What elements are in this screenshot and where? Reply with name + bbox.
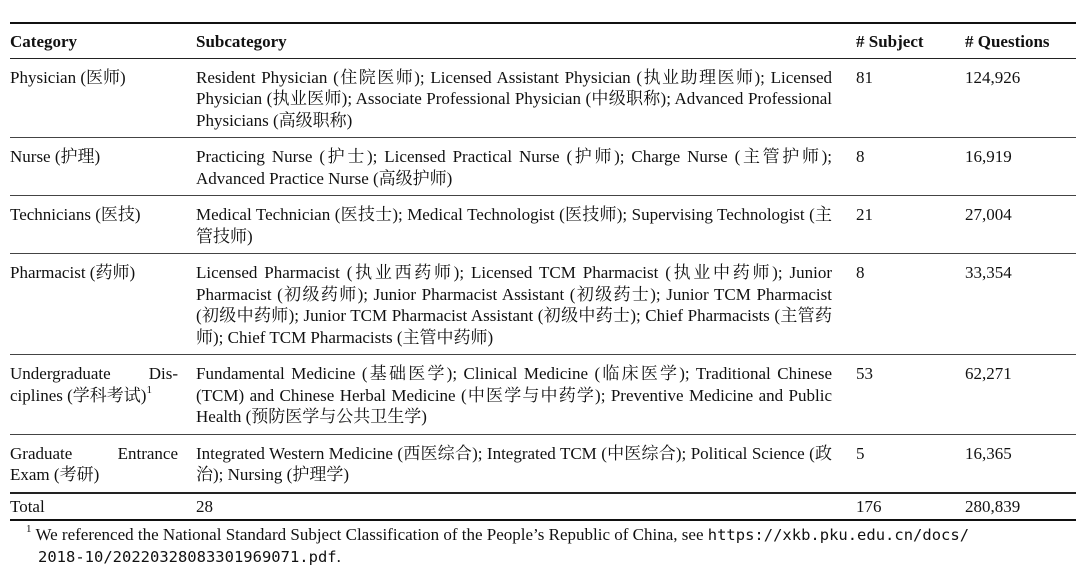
subcategory-cell: Medical Technician (医技士); Medical Technologist (医技师); Supervising Technologist (主管技师)	[196, 196, 856, 254]
footnote-mark: 1	[146, 383, 152, 396]
category-cell: Physician (医师)	[10, 58, 196, 138]
category-cell: Pharmacist (药师)	[10, 254, 196, 355]
subject-count-cell: 8	[856, 254, 965, 355]
category-cell: Technicians (医技)	[10, 196, 196, 254]
total-subject-count: 176	[856, 493, 965, 521]
question-count-cell: 16,365	[965, 434, 1076, 493]
total-label: Total	[10, 493, 196, 521]
question-count-cell: 62,271	[965, 355, 1076, 435]
question-count-cell: 27,004	[965, 196, 1076, 254]
category-cell: Nurse (护理)	[10, 138, 196, 196]
table-row-technicians	[10, 196, 1076, 254]
question-count-cell: 124,926	[965, 58, 1076, 138]
subject-count-cell: 53	[856, 355, 965, 435]
table-row-nurse	[10, 138, 1076, 196]
subject-count-cell: 21	[856, 196, 965, 254]
question-count-cell: 16,919	[965, 138, 1076, 196]
table-row-physician	[10, 58, 1076, 138]
table-body	[10, 58, 1076, 493]
subcategory-cell: Resident Physician (住院医师); Licensed Assistant Physician (执业助理医师); Licensed Physician (执业医师); Associate Professional Physician (中级职称); Advanced Professional Physicians (高级职称)	[196, 58, 856, 138]
subcategory-cell: Fundamental Medicine (基础医学); Clinical Medicine (临床医学); Traditional Chinese (TCM) and Chinese Herbal Medicine (中医学与中药学); Preventive Medicine and Public Health (预防医学与公共卫生学)	[196, 355, 856, 435]
table-row-undergraduate-disciplines	[10, 355, 1076, 435]
footnote-line-2	[26, 546, 1076, 568]
footnote-period: .	[336, 547, 341, 566]
total-subcategory-count: 28	[196, 493, 856, 521]
category-label: Undergraduate Disciplines (学科考试)	[10, 364, 178, 405]
subcategory-cell: Practicing Nurse (护士); Licensed Practical Nurse (护师); Charge Nurse (主管护师); Advanced Practice Nurse (高级护师)	[196, 138, 856, 196]
table-header	[10, 23, 1076, 58]
total-row	[10, 493, 1076, 521]
subject-count-cell: 81	[856, 58, 965, 138]
footnote-url-end[interactable]: 2018-10/20220328083301969071.pdf	[38, 548, 337, 566]
subject-count-cell: 5	[856, 434, 965, 493]
category-cell: Graduate Entrance Exam (考研)	[10, 434, 196, 493]
header-subcategory: Subcategory	[196, 23, 856, 58]
question-count-cell: 33,354	[965, 254, 1076, 355]
header-category: Category	[10, 23, 196, 58]
table-footer	[10, 493, 1076, 521]
subject-classification-table	[10, 22, 1076, 521]
footnote-text: We referenced the National Standard Subject Classification of the People’s Republic of China, see	[35, 525, 704, 544]
category-cell	[10, 355, 196, 435]
total-question-count: 280,839	[965, 493, 1076, 521]
table-row-graduate-entrance-exam	[10, 434, 1076, 493]
header-question-count: # Questions	[965, 23, 1076, 58]
footnote-line-1	[26, 524, 1076, 546]
header-row	[10, 23, 1076, 58]
subject-classification-table-container	[10, 22, 1076, 521]
subcategory-cell: Integrated Western Medicine (西医综合); Integrated TCM (中医综合); Political Science (政治); Nursing (护理学)	[196, 434, 856, 493]
table-footnote	[26, 524, 1076, 568]
subject-count-cell: 8	[856, 138, 965, 196]
table-row-pharmacist	[10, 254, 1076, 355]
header-subject-count: # Subject	[856, 23, 965, 58]
footnote-url-start[interactable]: https://xkb.pku.edu.cn/docs/	[707, 526, 970, 544]
subcategory-cell: Licensed Pharmacist (执业西药师); Licensed TCM Pharmacist (执业中药师); Junior Pharmacist (初级药师); Junior Pharmacist Assistant (初级药士); Junior TCM Pharmacist (初级中药师); Junior TCM Pharmacist Assistant (初级中药士); Chief Pharmacists (主管药师); Chief TCM Pharmacists (主管中药师)	[196, 254, 856, 355]
footnote-mark: 1	[26, 523, 32, 536]
